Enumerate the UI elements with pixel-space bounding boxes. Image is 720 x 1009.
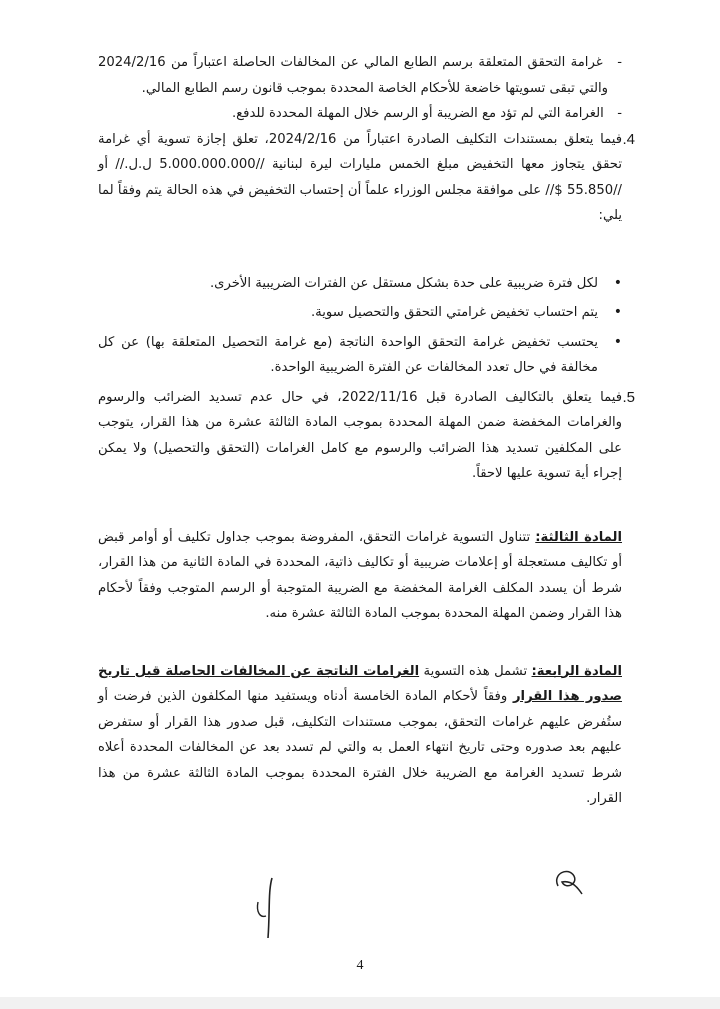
item-5-text: فيما يتعلق بالتكاليف الصادرة قبل 2022/11/16، في حال عدم تسديد الضرائب والرسوم والغرامات المخفضة ضمن المهلة المحددة بموجب المادة الثالثة عشرة من هذا القرار، يتوجب على المكلفين تسديد هذا الضرائب والرسوم مع كامل الغرامات (التحقق والتحصيل) ولا يمكن إجراء أية تسوية عليها لاحقاً.: [98, 389, 622, 481]
bullet-list: [98, 271, 622, 381]
article-4: [98, 659, 622, 812]
numbered-item-4: [98, 127, 635, 229]
item-4-text: فيما يتعلق بمستندات التكليف الصادرة اعتباراً من 2024/2/16، تعلق إجازة تسوية أي غرامة تحقق يتجاوز معها التخفيض مبلغ الخمس مليارات ليرة لبنانية //5.000.000.000 ل.ل.// أو //55.850 $// على موافقة مجلس الوزراء علماً أن إحتساب التخفيض في هذه الحالة يتم وفقاً لما يلي:: [98, 131, 622, 223]
item-5-number: 5.: [622, 388, 635, 406]
article-4-intro: تشمل هذه التسوية: [419, 663, 532, 679]
dash-item-2: [98, 101, 622, 127]
spacer: [98, 229, 622, 265]
spacer: [98, 627, 622, 659]
article-4-text: وفقاً لأحكام المادة الخامسة أدناه ويستفيد منها المكلفون الذين فرضت أو ستُفرض عليهم غرامات التحقق، بموجب مستندات التكليف، قبل صدور هذا القرار أو ستفرض عليهم بعد صدوره وحتى تاريخ انتهاء العمل به والتي لم تسدد بعد عن المخالفات المحددة أعلاه شرط تسديد الغرامة مع الضريبة خلال الفترة المحددة بموجب المادة الثالثة عشرة من هذا القرار.: [98, 689, 622, 806]
numbered-item-5: [98, 385, 635, 487]
page-number: 4: [356, 958, 364, 973]
article-4-title: المادة الرابعة:: [531, 663, 622, 679]
bullet-item-2: • يتم احتساب تخفيض غرامتي التحقق والتحصيل سوية.: [98, 300, 598, 326]
handwritten-initial-mark: [548, 860, 588, 900]
article-4-underlined: الغرامات الناتجة عن المخالفات الحاصلة قبل تاريخ صدور هذا القرار: [98, 663, 622, 704]
bullet-item-1: • لكل فترة ضريبية على حدة بشكل مستقل عن الفترات الضريبية الأخرى.: [98, 271, 598, 297]
spacer: [98, 487, 622, 525]
dash-item-2-text: الغرامة التي لم تؤد مع الضريبة أو الرسم خلال المهلة المحددة للدفع.: [231, 106, 604, 121]
item-4-number: 4.: [622, 130, 635, 148]
dash-marker: -: [617, 55, 622, 70]
bottom-bar: [0, 997, 720, 1009]
dash-item-1: [98, 50, 622, 101]
handwritten-initial-signature: [250, 872, 290, 942]
article-3-text: تتناول التسوية غرامات التحقق، المفروضة بموجب جداول تكليف أو أوامر قبض أو تكاليف مستعجلة أو إعلامات ضريبية أو تكاليف ذاتية، المحددة في المادة الثانية من هذا القرار، شرط أن يسدد المكلف الغرامة المخفضة مع الضريبة المتوجبة أو الرسم المتوجب وفقاً لأحكام هذا القرار وضمن المهلة المحددة بموجب المادة الثالثة عشرة منه.: [98, 529, 622, 621]
article-3: [98, 525, 622, 627]
dash-item-1-text: غرامة التحقق المتعلقة برسم الطابع المالي عن المخالفات الحاصلة اعتباراً من 2024/2/16 والتي تبقى تسويتها خاضعة للأحكام الخاصة المحددة بموجب قانون رسم الطابع المالي.: [98, 55, 608, 96]
bullet-item-3: • يحتسب تخفيض غرامة التحقق الواحدة الناتجة (مع غرامة التحصيل المتعلقة بها) عن كل مخالفة في حال تعدد المخالفات عن الفترة الضريبية الواحدة.: [98, 330, 598, 381]
article-3-title: المادة الثالثة:: [535, 529, 622, 545]
dash-marker: -: [617, 106, 622, 121]
document-body: [98, 50, 635, 812]
